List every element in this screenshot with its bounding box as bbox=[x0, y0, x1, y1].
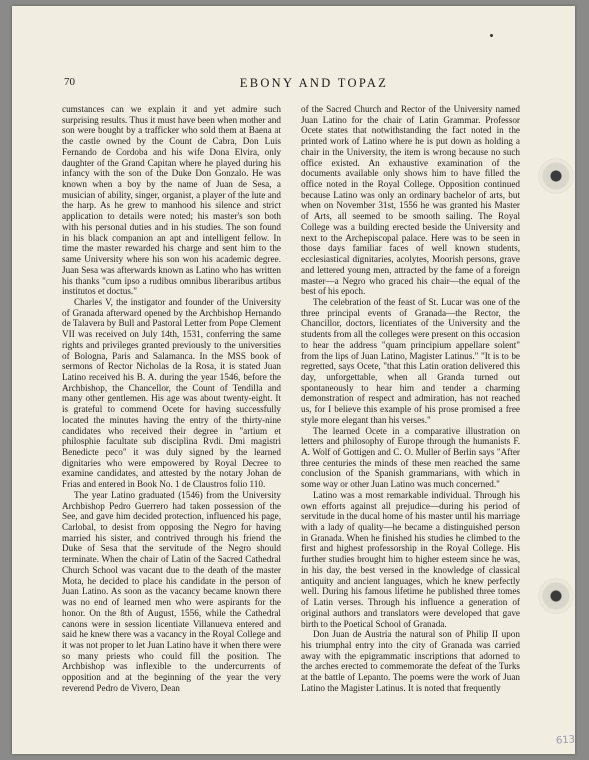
running-title: EBONY AND TOPAZ bbox=[239, 76, 389, 90]
paragraph: The learned Ocete in a comparative illustration on letters and philosophy of Europe through the humanists F. A. Wolf of Gottigen and C. O. Muller of Berlin says "After three centuries the minds of these men reached the same conclusion of the Spanish grammarians, with which in some way or other Juan Latino was much concerned." bbox=[301, 425, 520, 490]
page-number: 70 bbox=[64, 76, 75, 88]
pencil-note: 613 bbox=[555, 734, 576, 747]
left-column bbox=[62, 104, 281, 694]
paragraph: Don Juan de Austria the natural son of Philip II upon his triumphal entry into the city of Granada was carried away with the epigrammatic inscriptions that adorned to the arches erected to commemorate the defeat of the Turks at the battle of Lepanto. The poems were the work of Juan Latino the Magister Latinus. It is noted that frequently bbox=[301, 629, 520, 693]
binder-hole-icon bbox=[539, 159, 573, 193]
paragraph: Charles V, the instigator and founder of the University of Granada afterward opened by the Archbishop Hernando de Talavera by Bull and Pastoral Letter from Pope Clement VII was received on July 14th, 1531, conferring the same rights and privileges granted previously to the universities of Bologna, Paris and Salamanca. In the MSS book of sermons of Rector Nicholas de la Rosa, it is stated Juan Latino received his B. A. during the year 1546, before the Archbishop, the Chancellor, the Count of Tendilla and many other gentlemen. His age was about twenty-eight. It is grateful to commend Ocete for having successfully located the minutes having the entry of the thirty-nine candidates who received their degree in "artium et philosphie facultate sub disciplina Rvdi. Dmi magistri Benedicte peco" it was duly signed by the learned dignitaries who were empowered by Royal Decree to examine candidates, and attested by the notary Johan de Frias and entered in Book No. 1 de Claustros folio 110. bbox=[62, 296, 281, 490]
paragraph: cumstances can we explain it and yet admire such surprising results. Thus it must have been when mother and son were bought by a trafficker who sold them at Baena at the castle owned by the Count de Cabra, Don Luis Fernando de Cordoba and his wife Dona Elvira, only daughter of the Grand Capitan where he played during his infancy with the son of the Duke Don Gonzalo. He was known when a boy by the name of Juan de Sesa, a musician of ability, singer, organist, a player of the lute and the harp. As he grew to manhood his silence and strict application to details were noted; his master's son both with his personal duties and in his studies. The son found in his black companion an apt and intelligent fellow. In time the master rewarded his charge and sent him to the same University where his son won his academic degree. Juan Sesa was afterwards known as Latino who has written his thanks "cum ipso a rudibus omnibus liberaribus artibus institutos et doctus." bbox=[62, 104, 281, 297]
paragraph: of the Sacred Church and Rector of the University named Juan Latino for the chair of Latin Grammar. Professor Ocete states that notwithstanding the fact noted in the printed work of Latino where he is put down as holding a chair in the University, the item is wrong because no such office existed. An exhaustive examination of the documents available only shows him to have filled the office noted in the Royal College. Opposition continued because Latino was only an ordinary bachelor of arts, but when on November 31st, 1556 he was granted his Master of Arts, all seemed to be smooth sailing. The Royal College was a building erected beside the University and next to the Archepiscopal palace. Here was to be seen in those days familiar faces of well known students, ecclesiastical dignitaries, acolytes, Moorish persons, grave and lettered young men, attracted by the fame of a foreign master—a Negro who graced his chair—the equal of the best of his epoch. bbox=[301, 104, 520, 297]
paragraph: Latino was a most remarkable individual. Through his own efforts against all prejudice—during his period of servitude in the ducal home of his master until his marriage with a lady of quality—he became a distinguished person in Granada. When he finished his studies he climbed to the first and highest professorship in the Royal College. His further studies brought him to higher esteem since he was, in his day, the best versed in the knowledge of classical antiquity and ancient languages, which he knew perfectly well. During his famous lifetime he published three tomes of Latin verses. Through his influence a generation of original authors and translators were developed that gave birth to the Poetical School of Granada. bbox=[301, 489, 520, 629]
page-header bbox=[64, 76, 564, 92]
right-column bbox=[301, 104, 520, 694]
ink-speck bbox=[490, 34, 493, 37]
binder-hole-icon bbox=[539, 579, 573, 613]
paragraph: The celebration of the feast of St. Lucar was one of the three principal events of Granada—the Rector, the Chancillor, doctors, licentiates of the University and the students from all the colleges were present on this occasion to hear the address "quam principium appellare solent" from the lips of Juan Latino, Magister Latinus." "It is to be regretted, says Ocete, "that this Latin oration delivered this day, unforgettable, when all Granda turned out spontaneously to hear him and tender a charming demonstration of respect and admiration, has not reached us, for I believe this example of his prose promised a free style more elegant than his verses." bbox=[301, 296, 520, 425]
paragraph: The year Latino graduated (1546) from the University Archbishop Pedro Guerrero had taken possession of the See, and gave him decided protection, influenced his page, Carlobal, to desist from opposing the Negro for having married his sister, and contrived through his friend the Duke of Sesa that the servitude of the Negro should terminate. When the chair of Latin of the Sacred Cathedral Church School was vacant due to the death of the master Mota, he decided to place his candidate in the person of Juan Latino. As soon as the vacancy became known there was no end of learned men who were aspirants for the honor. On the 8th of August, 1556, while the Cathedral canons were in session licentiate Villanueva entered and said he knew there was a vacancy in the Royal College and it was not proper to let Juan Latino have it when there were so many priests who could fill the position. The Archbishop was inflexible to the undercurrents of opposition and at the beginning of the year the very reverend Pedro de Vivero, Dean bbox=[62, 489, 281, 693]
book-page bbox=[12, 6, 575, 754]
